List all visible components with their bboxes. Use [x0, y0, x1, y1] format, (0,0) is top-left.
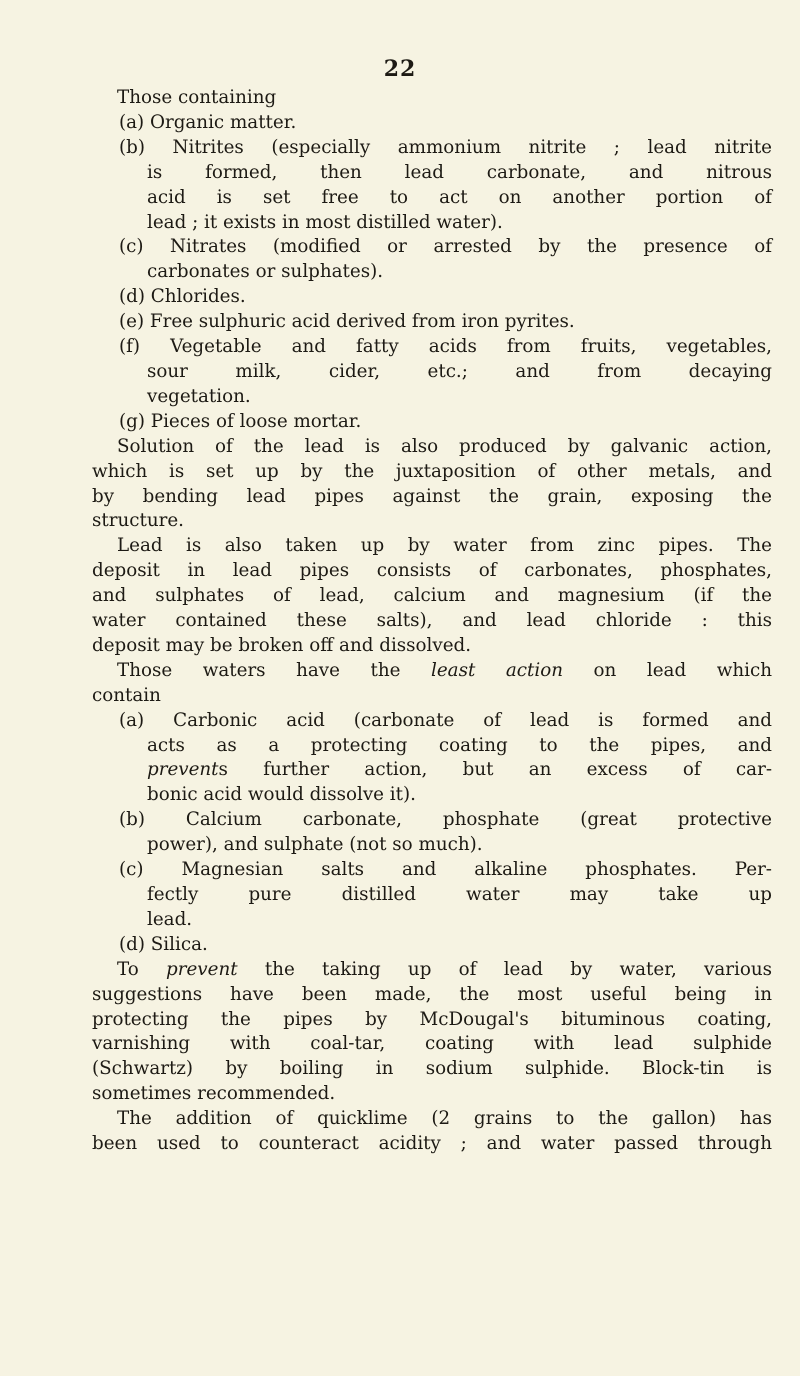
text-line: (b) Nitrites (especially ammonium nitrite ; lead nitrite	[119, 136, 772, 158]
text-line: contain	[92, 684, 161, 706]
text-line: by bending lead pipes against the grain, exposing the	[92, 485, 772, 507]
text-line: carbonates or sulphates).	[147, 261, 384, 283]
page-body	[92, 86, 772, 1157]
emphasis-text: prevent	[147, 759, 219, 781]
text-line: (Schwartz) by boiling in sodium sulphide. Block-tin is	[92, 1058, 772, 1080]
text-line: which is set up by the juxtaposition of other metals, and	[92, 460, 772, 482]
text-line: lead.	[147, 908, 193, 930]
text-line: acid is set free to act on another portion of	[147, 186, 772, 208]
emphasis-text: prevent	[166, 958, 238, 980]
text-line: (b) Calcium carbonate, phosphate (great protective	[119, 809, 772, 831]
text-line: sour milk, cider, etc.; and from decaying	[147, 360, 772, 382]
text-line: deposit in lead pipes consists of carbonates, phosphates,	[92, 560, 772, 582]
page-number: 22	[383, 56, 417, 82]
text-line: (c) Magnesian salts and alkaline phosphates. Per-	[119, 859, 772, 881]
emphasis-text: least action	[431, 659, 563, 681]
text-line: and sulphates of lead, calcium and magnesium (if the	[92, 585, 772, 607]
text-line: deposit may be broken off and dissolved.	[92, 634, 472, 656]
text-line: To prevent the taking up of lead by water, various	[117, 958, 772, 980]
text-line: sometimes recommended.	[92, 1083, 336, 1105]
text-line: Those containing	[117, 87, 277, 108]
text-line: (d) Chlorides.	[119, 286, 246, 308]
text-line: is formed, then lead carbonate, and nitrous	[147, 161, 772, 183]
text-line: (a) Organic matter.	[119, 111, 297, 133]
text-line: fectly pure distilled water may take up	[147, 884, 772, 905]
text-line: (e) Free sulphuric acid derived from iron pyrites.	[119, 311, 575, 333]
text-line: acts as a protecting coating to the pipes, and	[147, 734, 772, 756]
text-line: bonic acid would dissolve it).	[147, 784, 416, 806]
text-line: been used to counteract acidity ; and water passed through	[92, 1133, 772, 1155]
text-line: prevents further action, but an excess of car-	[147, 759, 772, 781]
text-line: (a) Carbonic acid (carbonate of lead is formed and	[119, 709, 772, 731]
text-line: power), and sulphate (not so much).	[147, 834, 483, 856]
text-line: vegetation.	[147, 385, 251, 407]
text-line: (c) Nitrates (modified or arrested by the presence of	[119, 236, 772, 258]
text-line: varnishing with coal-tar, coating with lead sulphide	[92, 1033, 772, 1055]
text-line: lead ; it exists in most distilled water).	[147, 211, 503, 233]
text-line: Lead is also taken up by water from zinc pipes. The	[117, 535, 772, 557]
text-line: structure.	[92, 510, 184, 532]
text-line: Solution of the lead is also produced by galvanic action,	[117, 435, 772, 457]
text-line: suggestions have been made, the most useful being in	[92, 983, 772, 1005]
text-line: The addition of quicklime (2 grains to the gallon) has	[117, 1108, 772, 1130]
text-line: Those waters have the least action on lead which	[117, 659, 772, 681]
text-line: water contained these salts), and lead chloride : this	[92, 610, 772, 632]
text-line: (f) Vegetable and fatty acids from fruits, vegetables,	[119, 336, 772, 358]
text-line: (d) Silica.	[119, 933, 208, 955]
text-line: (g) Pieces of loose mortar.	[119, 410, 362, 432]
text-line: protecting the pipes by McDougal's bituminous coating,	[92, 1008, 772, 1030]
